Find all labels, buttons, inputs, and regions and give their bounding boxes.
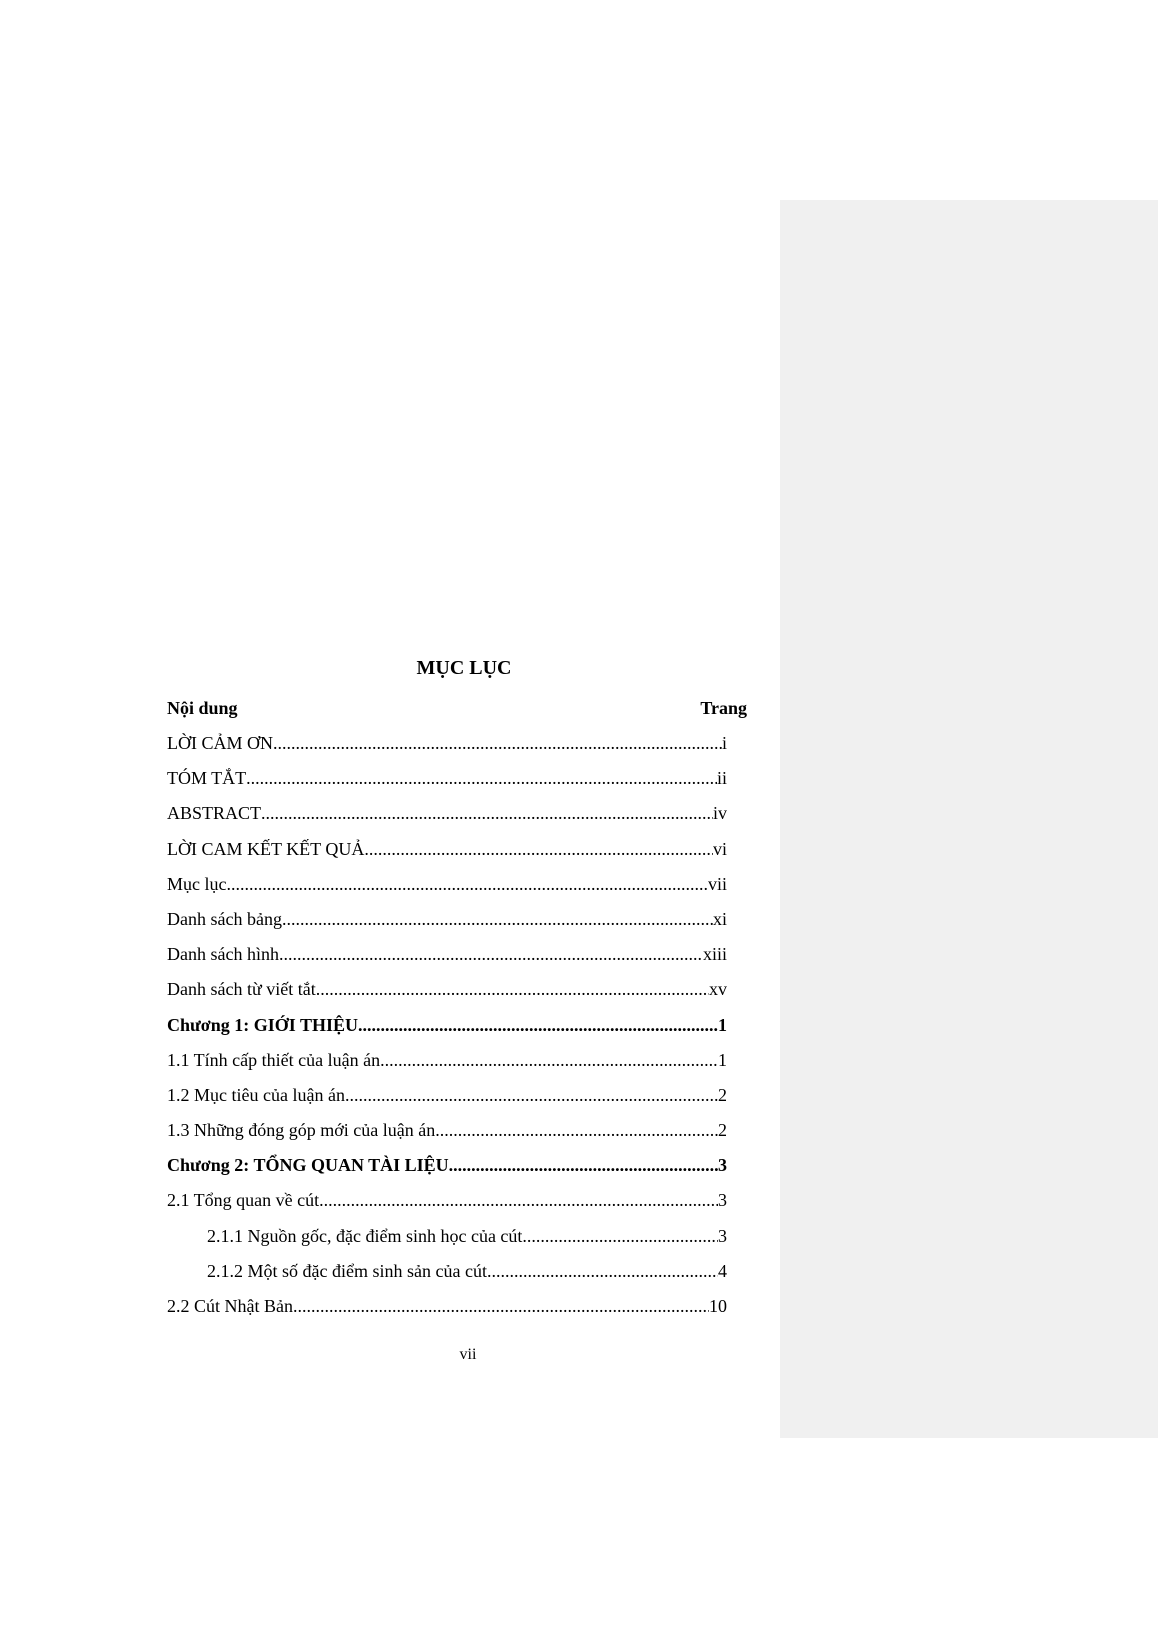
toc-entry-1-2[interactable] xyxy=(167,1078,727,1113)
toc-entry-label: 1.1 Tính cấp thiết của luận án xyxy=(167,1049,381,1070)
toc-entry-label: 1.2 Mục tiêu của luận án xyxy=(167,1084,345,1105)
toc-header xyxy=(167,691,747,726)
toc-entry-1-1[interactable] xyxy=(167,1043,727,1078)
table-of-contents xyxy=(167,645,747,1324)
toc-title: MỤC LỤC xyxy=(416,657,512,679)
toc-entry-danh-sach-hinh[interactable] xyxy=(167,937,727,972)
dot-leader xyxy=(273,726,722,761)
toc-entry-label: ABSTRACT xyxy=(167,803,262,824)
toc-entry-2-1-1[interactable] xyxy=(167,1219,727,1254)
toc-entry-label: 2.2 Cút Nhật Bản xyxy=(167,1296,293,1316)
toc-entry-page: 10 xyxy=(709,1296,727,1316)
dot-leader xyxy=(261,796,713,831)
dot-leader xyxy=(282,902,713,937)
toc-entry-page: 3 xyxy=(718,1190,727,1211)
toc-entry-page: xi xyxy=(712,908,727,929)
toc-entry-muc-luc[interactable] xyxy=(167,867,727,902)
toc-entry-chuong-2[interactable] xyxy=(167,1148,727,1183)
dot-leader xyxy=(435,1113,718,1148)
dot-leader xyxy=(522,1219,718,1254)
toc-entry-page: 2 xyxy=(718,1120,727,1141)
toc-entry-loi-cam-on[interactable] xyxy=(167,726,727,761)
toc-entry-page: xv xyxy=(709,979,727,1000)
toc-entry-danh-sach-bang[interactable] xyxy=(167,902,727,937)
toc-entry-label: Danh sách hình xyxy=(167,944,279,965)
toc-entry-label: Danh sách từ viết tắt xyxy=(167,979,316,1000)
toc-entry-page: iv xyxy=(712,803,727,824)
toc-entry-page: 2 xyxy=(718,1084,727,1105)
toc-entry-tom-tat[interactable] xyxy=(167,761,727,796)
toc-entry-page: 3 xyxy=(718,1155,727,1176)
dot-leader xyxy=(279,937,703,972)
toc-entry-page: xiii xyxy=(702,944,727,965)
toc-header-page-label: Trang xyxy=(700,698,747,718)
toc-entry-chuong-1[interactable] xyxy=(167,1008,727,1043)
dot-leader xyxy=(345,1078,718,1113)
toc-entry-page: 1 xyxy=(718,1049,727,1070)
toc-entry-label: 2.1.2 Một số đặc điểm sinh sản của cút xyxy=(207,1260,487,1281)
toc-entry-2-2[interactable] xyxy=(167,1289,727,1324)
toc-entry-label: 2.1.1 Nguồn gốc, đặc điểm sinh học của cút xyxy=(207,1225,523,1246)
dot-leader xyxy=(316,972,709,1007)
toc-entry-page: i xyxy=(721,733,727,753)
toc-entry-page: 1 xyxy=(718,1014,727,1035)
page-number: vii xyxy=(459,1346,477,1363)
dot-leader xyxy=(226,867,708,902)
toc-header-content-label: Nội dung xyxy=(167,698,238,718)
toc-entry-loi-cam-ket[interactable] xyxy=(167,832,727,867)
toc-entry-label: LỜI CẢM ƠN xyxy=(167,733,273,753)
toc-entry-page: 3 xyxy=(718,1225,727,1246)
dot-leader xyxy=(358,1008,718,1043)
toc-entry-2-1[interactable] xyxy=(167,1183,727,1218)
toc-entry-page: 4 xyxy=(718,1260,727,1281)
toc-entry-label: Chương 2: TỔNG QUAN TÀI LIỆU xyxy=(167,1155,449,1176)
dot-leader xyxy=(293,1289,709,1324)
dot-leader xyxy=(246,761,717,796)
toc-entry-2-1-2[interactable] xyxy=(167,1254,727,1289)
toc-entry-danh-sach-tu-viet-tat[interactable] xyxy=(167,972,727,1007)
toc-entry-label: LỜI CAM KẾT KẾT QUẢ xyxy=(167,838,365,859)
toc-entry-label: 1.3 Những đóng góp mới của luận án xyxy=(167,1120,436,1141)
toc-entry-page: vii xyxy=(707,873,727,894)
toc-entry-label: Danh sách bảng xyxy=(167,908,282,929)
comment-pane xyxy=(780,200,1158,1438)
dot-leader xyxy=(319,1183,718,1218)
toc-list xyxy=(167,726,747,1324)
toc-entry-label: TÓM TẮT xyxy=(167,768,247,789)
toc-entry-label: 2.1 Tổng quan về cút xyxy=(167,1190,320,1211)
dot-leader xyxy=(449,1148,718,1183)
toc-entry-page: ii xyxy=(716,768,727,789)
dot-leader xyxy=(380,1043,718,1078)
dot-leader xyxy=(487,1254,718,1289)
toc-entry-label: Mục lục xyxy=(167,873,227,894)
toc-entry-label: Chương 1: GIỚI THIỆU xyxy=(167,1014,358,1035)
toc-entry-1-3[interactable] xyxy=(167,1113,727,1148)
dot-leader xyxy=(364,832,713,867)
toc-entry-abstract[interactable] xyxy=(167,796,727,831)
toc-entry-page: vi xyxy=(712,838,727,859)
